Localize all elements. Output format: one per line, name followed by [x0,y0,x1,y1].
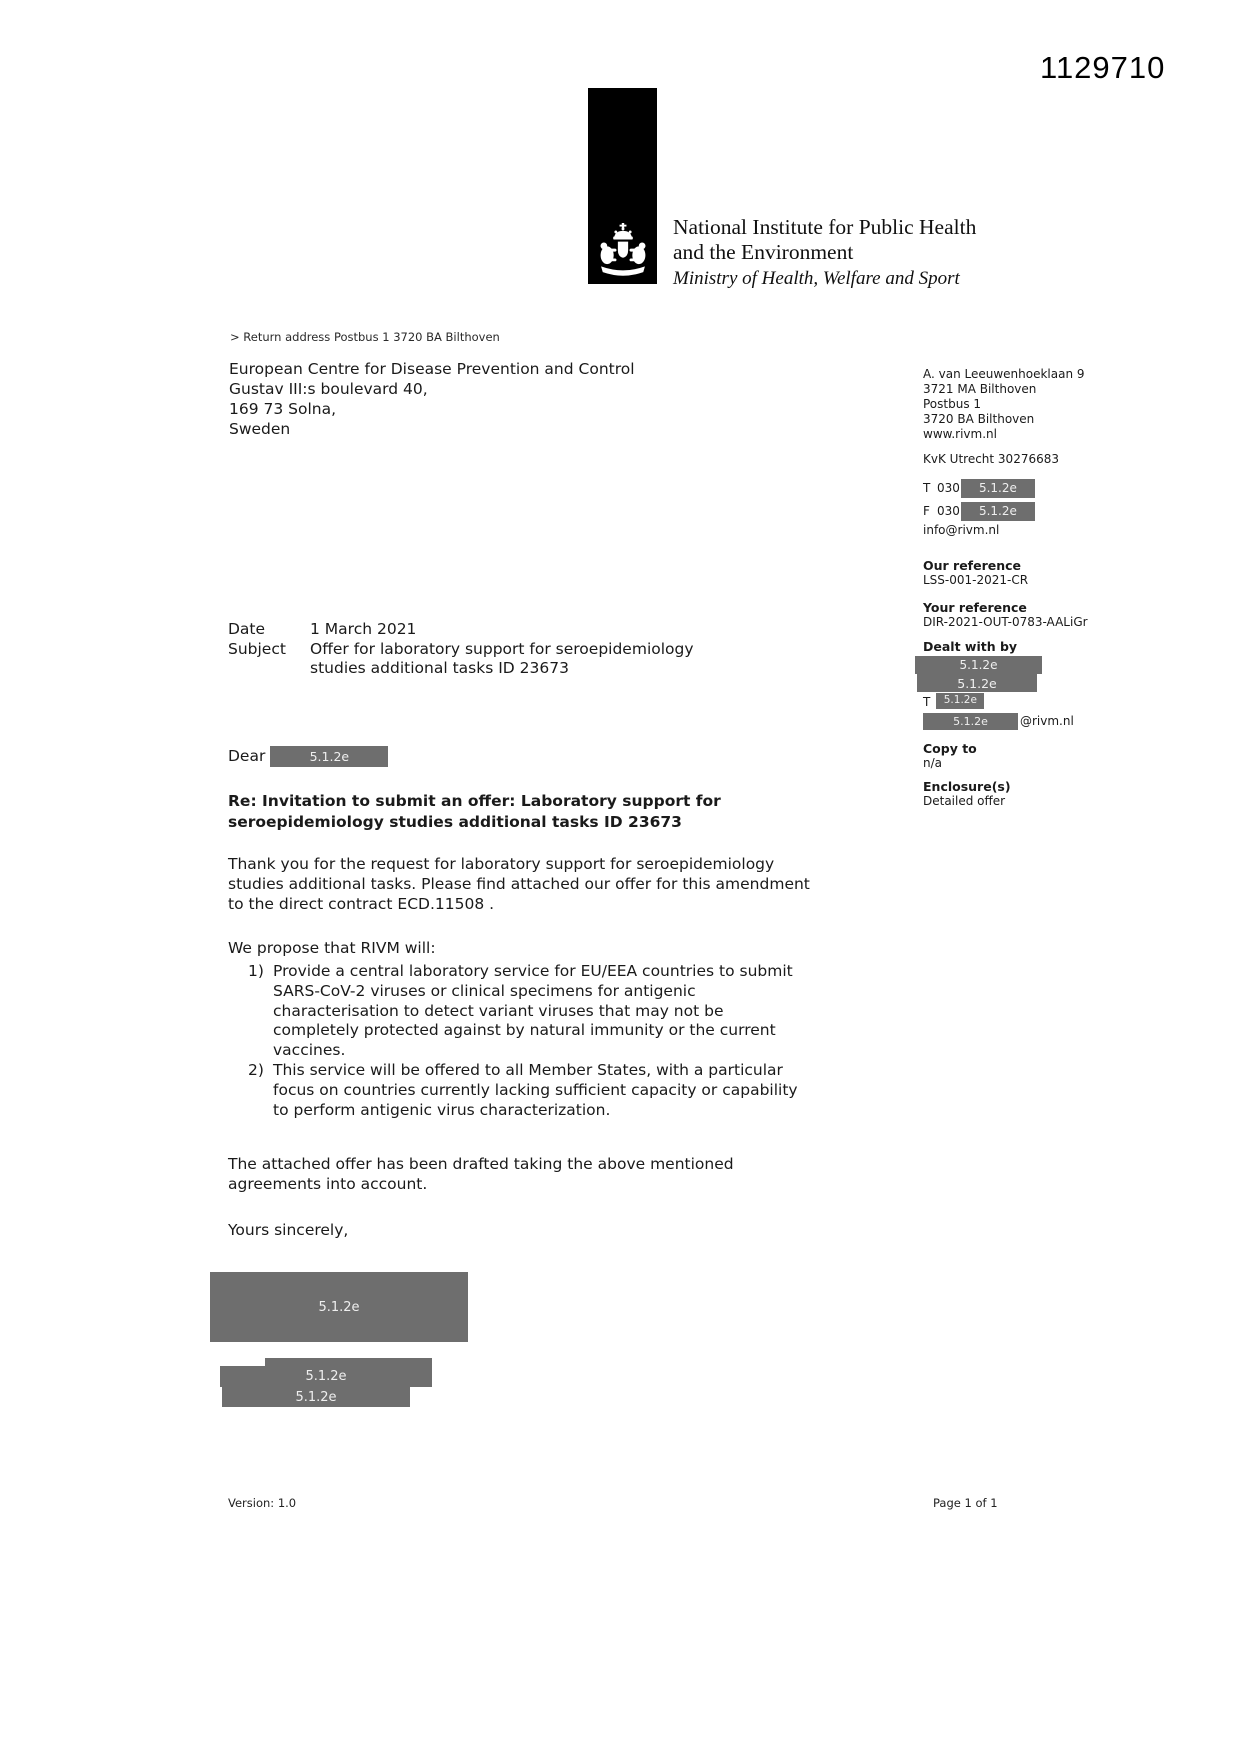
enclosures-value: Detailed offer [923,794,1006,808]
paragraph-line: The attached offer has been drafted taking the above mentioned [228,1155,734,1173]
date-label: Date [228,620,266,638]
your-reference-label: Your reference [923,600,1027,615]
org-name-line1: National Institute for Public Health [673,215,977,239]
redaction-box: 5.1.2e [961,502,1035,521]
signature-redaction-box: 5.1.2e [210,1272,468,1342]
version-label: Version: 1.0 [228,1496,297,1510]
sender-address-line: 3721 MA Bilthoven [923,382,1037,396]
proposal-list [228,962,798,1120]
list-line: completely protected against by natural immunity or the current [273,1021,776,1040]
copy-to-value: n/a [923,756,943,770]
return-address: > Return address Postbus 1 3720 BA Bilthoven [230,330,500,344]
re-heading [228,791,721,832]
logo-text-block [673,215,976,290]
fax-row [923,500,1173,523]
page-number: Page 1 of 1 [933,1496,998,1510]
list-item-text [273,962,793,1061]
sender-website: www.rivm.nl [923,427,997,441]
dealt-phone-label: T [923,695,931,709]
paragraph-line: to the direct contract ECD.11508 . [228,894,495,913]
dealt-phone-row [923,694,1173,711]
list-item [228,962,798,1061]
redaction-box: 5.1.2e [270,746,388,767]
enclosures-label: Enclosure(s) [923,779,1011,794]
signature-name-redaction-box: 5.1.2e [220,1366,432,1387]
paragraph-line: Thank you for the request for laboratory support for seroepidemiology [228,855,775,873]
your-reference-value: DIR-2021-OUT-0783-AALiGr [923,615,1088,629]
dealt-with-by-label: Dealt with by [923,639,1018,654]
sender-sidebar [923,367,1173,809]
list-item [228,1061,798,1120]
date-value: 1 March 2021 [310,620,417,638]
phone-t-prefix: 030 [937,481,960,495]
recipient-line: Gustav III:s boulevard 40, [229,380,428,398]
dealt-email-row [923,713,1173,730]
propose-intro: We propose that RIVM will: [228,939,436,957]
recipient-line: European Centre for Disease Prevention and Control [229,360,635,378]
our-reference-label: Our reference [923,558,1022,573]
paragraph-line: studies additional tasks. Please find attached our offer for this amendment [228,874,810,893]
copy-to-label: Copy to [923,741,977,756]
subject-row [228,640,694,679]
phone-f-prefix: 030 [937,504,960,518]
phone-row [923,477,1173,500]
salutation [228,745,388,767]
redaction-box: 5.1.2e [917,674,1037,692]
list-item-text [273,1061,798,1120]
meta-block [228,620,694,679]
dealt-email-domain: @rivm.nl [1020,714,1074,728]
sender-email: info@rivm.nl [923,523,1000,537]
rijksoverheid-logo [588,88,657,284]
list-line: SARS-CoV-2 viruses or clinical specimens for antigenic [273,981,696,1000]
closing-phrase: Yours sincerely, [228,1221,349,1239]
paragraph-line: agreements into account. [228,1174,428,1193]
list-marker: 1) [248,962,264,980]
sender-address-line: 3720 BA Bilthoven [923,412,1035,426]
list-line: characterisation to detect variant viruses that may not be [273,1001,724,1020]
ministry-name: Ministry of Health, Welfare and Sport [673,268,960,289]
redaction-box: 5.1.2e [915,656,1042,674]
recipient-address [229,359,635,439]
org-name-line2: and the Environment [673,240,854,264]
subject-line: studies additional tasks ID 23673 [310,659,569,677]
our-reference-value: LSS-001-2021-CR [923,573,1029,587]
sender-address-line: A. van Leeuwenhoeklaan 9 [923,367,1085,381]
list-line: vaccines. [273,1041,346,1060]
sender-address-line: Postbus 1 [923,397,982,411]
subject-label: Subject [228,639,286,658]
document-number: 1129710 [1040,50,1166,85]
list-line: focus on countries currently lacking sufficient capacity or capability [273,1080,798,1099]
list-line: Provide a central laboratory service for EU/EEA countries to submit [273,962,793,980]
subject-value [310,640,694,679]
signature-title-redaction-box: 5.1.2e [222,1387,410,1407]
list-line: to perform antigenic virus characterization. [273,1100,611,1119]
redaction-box: 5.1.2e [961,479,1035,498]
subject-line: Offer for laboratory support for seroepidemiology [310,639,694,658]
redaction-box: 5.1.2e [936,693,984,709]
salutation-text: Dear [228,747,266,765]
re-heading-line: Re: Invitation to submit an offer: Laboratory support for [228,792,721,810]
redaction-box: 5.1.2e [923,713,1018,730]
kvk-number: KvK Utrecht 30276683 [923,452,1059,466]
paragraph-attached-offer [228,1155,734,1195]
phone-t-label: T [923,481,931,495]
re-heading-line: seroepidemiology studies additional tasks ID 23673 [228,812,682,831]
dutch-coat-of-arms-icon [595,222,651,280]
date-row [228,620,694,640]
list-marker: 2) [248,1060,264,1079]
phone-f-label: F [923,504,930,518]
recipient-line: 169 73 Solna, [229,400,337,418]
paragraph-thanks [228,855,810,914]
list-line: This service will be offered to all Member States, with a particular [273,1060,783,1079]
recipient-line: Sweden [229,420,291,438]
